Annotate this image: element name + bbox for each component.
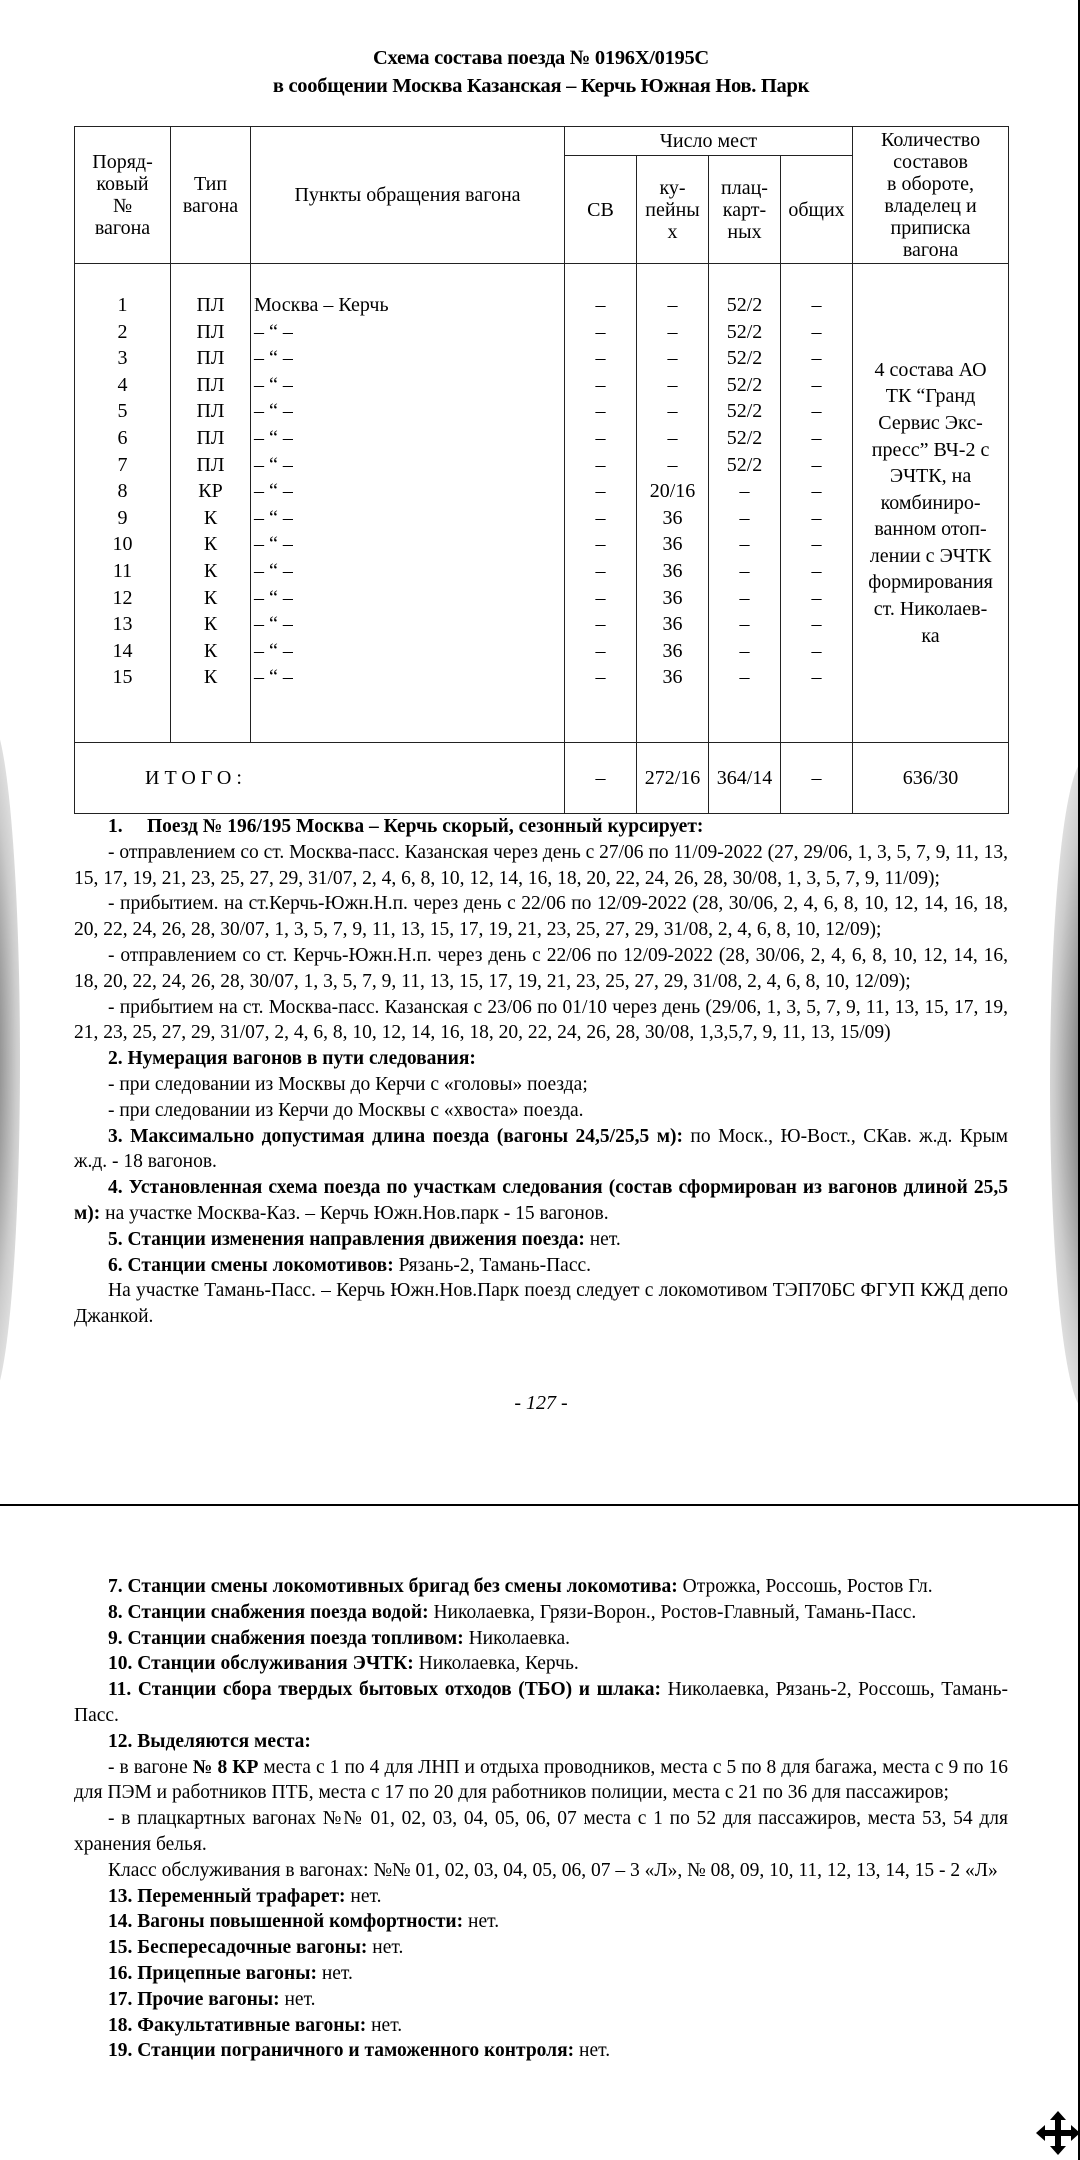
car-8-kr-label: № 8 КР <box>192 1756 259 1778</box>
section-7-heading: 7. Станции смены локомотивных бригад без смены локомотива: <box>108 1576 678 1597</box>
section-6 <box>74 1253 1008 1279</box>
page-edge-shadow-right <box>1050 760 1080 1410</box>
column-order-no: 1 2 3 4 5 6 7 8 9 10 11 12 13 14 15 <box>75 264 171 743</box>
title-line-1: Схема состава поезда № 0196Х/0195С <box>373 47 709 69</box>
header-seats-group: Число мест <box>565 127 853 156</box>
totals-row <box>75 743 1009 814</box>
section-10-text: Николаевка, Керчь. <box>413 1653 579 1675</box>
section-1-item: - отправлением со ст. Москва-пасс. Казанская через день с 27/06 по 11/09-2022 (27, 29/06, 1, 3, 5, 7, 9, 11, 13, 15, 17, 19, 21, 23, 25, 27, 29, 31/07, 2, 4, 6, 8, 10, 12, 14, 16, 18, 20, 22, 24, 26, 28, 30/08, 1, 3, 5, 7, 9, 11/09); <box>74 841 1008 889</box>
column-car-type: ПЛ ПЛ ПЛ ПЛ ПЛ ПЛ ПЛ КР К К К К К К К <box>171 264 251 743</box>
section-7-text: Отрожка, Россошь, Ростов Гл. <box>677 1576 933 1597</box>
column-sv: – – – – – – – – – – – – – – – <box>565 264 637 743</box>
section-10-heading: 10. Станции обслуживания ЭЧТК: <box>108 1653 414 1675</box>
totals-common: – <box>781 743 853 814</box>
section-18-heading: 18. Факультативные вагоны: <box>108 2014 367 2036</box>
totals-owner: 636/30 <box>853 743 1009 814</box>
section-10 <box>74 1651 1008 1677</box>
section-3-heading: 3. Максимально допустимая длина поезда (вагоны 24,5/25,5 м): <box>108 1125 683 1147</box>
section-5 <box>74 1227 1008 1253</box>
section-8 <box>74 1600 1008 1626</box>
section-6-heading: 6. Станции смены локомотивов: <box>108 1254 394 1276</box>
section-9 <box>74 1626 1008 1652</box>
section-12-item-1: - в вагоне № 8 КР места с 1 по 4 для ЛНП и отдыха проводников, места с 5 по 8 для багажа, места с 9 по 16 для ПЭМ и работников ПТБ, места с 17 по 20 для работников полиции, места с 21 по 36 для пассажиров; <box>74 1756 1008 1804</box>
section-9-text: Николаевка. <box>463 1627 571 1649</box>
section-12-item-2: - в плацкартных вагонах №№ 01, 02, 03, 04, 05, 06, 07 места с 1 по 52 для пассажиров, места 53, 54 для хранения белья. <box>74 1808 1008 1855</box>
section-13-heading: 13. Переменный трафарет: <box>108 1885 346 1907</box>
section-6-note: На участке Тамань-Пасс. – Керчь Южн.Нов.Парк поезд следует с локомотивом ТЭП70БС ФГУП КЖД депо Джанкой. <box>74 1280 1008 1328</box>
document-title <box>74 44 1008 100</box>
totals-label: ИТОГО: <box>75 743 565 814</box>
section-6-text: Рязань-2, Тамань-Пасс. <box>393 1254 592 1276</box>
section-15-heading: 15. Беспересадочные вагоны: <box>108 1937 368 1959</box>
section-5-heading: 5. Станции изменения направления движения поезда: <box>108 1228 585 1250</box>
section-11-heading: 11. Станции сбора твердых бытовых отходов (ТБО) и шлака: <box>108 1679 661 1701</box>
section-17-heading: 17. Прочие вагоны: <box>108 1988 280 2010</box>
header-kupe: ку- пейны х <box>637 156 709 264</box>
column-route: Москва – Керчь – “ – – “ – – “ – – “ – – “ – – “ – – “ – – “ – – “ – – “ – – “ – – “ – – “ – – “ – <box>251 264 565 743</box>
page-128 <box>74 1574 1008 2064</box>
header-sv: СВ <box>565 156 637 264</box>
page-1-text <box>74 814 1008 1330</box>
section-13: 13. Переменный трафарет: нет. <box>108 1885 382 1907</box>
column-kupe: – – – – – – – 20/16 36 36 36 36 36 36 36 <box>637 264 709 743</box>
header-order-no: Поряд- ковый № вагона <box>75 127 171 264</box>
page-number: - 127 - <box>514 1392 568 1414</box>
section-16: 16. Прицепные вагоны: нет. <box>108 1962 353 1984</box>
move-cursor-icon[interactable] <box>1035 2110 1080 2156</box>
section-1-item: - прибытием на ст. Москва-пасс. Казанская с 23/06 по 01/10 через день (29/06, 1, 3, 5, 7, 9, 11, 13, 15, 17, 19, 21, 23, 25, 27, 29, 31/07, 2, 4, 6, 8, 10, 12, 14, 16, 18, 20, 22, 24, 26, 28, 30/08, 1,3,5,7, 9, 11, 13, 15/09) <box>74 996 1008 1044</box>
totals-platskart: 364/14 <box>709 743 781 814</box>
section-9-heading: 9. Станции снабжения поезда топливом: <box>108 1627 464 1649</box>
section-18: 18. Факультативные вагоны: нет. <box>108 2014 403 2036</box>
section-11 <box>74 1677 1008 1729</box>
page-break-divider <box>0 1504 1080 1506</box>
section-1-item: - прибытием. на ст.Керчь-Южн.Н.п. через день с 22/06 по 12/09-2022 (28, 30/06, 2, 4, 6, 8, 10, 12, 14, 16, 18, 20, 22, 24, 26, 28, 30/07, 1, 3, 5, 7, 9, 11, 13, 15, 17, 19, 21, 23, 25, 27, 29, 31/08, 2, 4, 6, 8, 10, 12/09); <box>74 893 1008 941</box>
section-14-heading: 14. Вагоны повышенной комфортности: <box>108 1911 464 1933</box>
section-8-text: Николаевка, Грязи-Ворон., Ростов-Главный, Тамань-Пасс. <box>428 1601 917 1623</box>
header-common: общих <box>781 156 853 264</box>
title-line-2: в сообщении Москва Казанская – Керчь Южная Нов. Парк <box>272 75 810 97</box>
section-3-text: по Моск., Ю-Вост., СКав. ж.д. Крым ж.д. - 18 вагонов. <box>74 1125 1008 1173</box>
train-composition-table <box>74 126 1009 814</box>
section-5-text: нет. <box>584 1228 621 1250</box>
section-11-text: Николаевка, Рязань-2, Россошь, Тамань-Пасс. <box>74 1679 1009 1726</box>
page-edge-shadow-left <box>0 720 20 1400</box>
section-4-heading: 4. Установленная схема поезда по участкам следования (состав сформирован из вагонов длиной 25,5 м): <box>74 1177 1008 1224</box>
header-route: Пункты обращения вагона <box>251 127 565 264</box>
column-owner: 4 состава АО ТК “Гранд Сервис Экс- пресс” ВЧ-2 с ЭЧТК, на комбиниро- ванном отоп- лении с ЭЧТК формирования ст. Николаев- ка <box>853 264 1009 743</box>
section-16-heading: 16. Прицепные вагоны: <box>108 1962 317 1984</box>
section-2-item: - при следовании из Керчи до Москвы с «хвоста» поезда. <box>108 1099 584 1121</box>
service-class-text: Класс обслуживания в вагонах: №№ 01, 02, 03, 04, 05, 06, 07 – 3 «Л», № 08, 09, 10, 11, 12, 13, 14, 15 - 2 «Л» <box>108 1859 998 1881</box>
section-7 <box>74 1574 1008 1600</box>
column-common: – – – – – – – – – – – – – – – <box>781 264 853 743</box>
header-owner: Количество составов в обороте, владелец и приписка вагона <box>853 127 1009 264</box>
section-19-heading: 19. Станции пограничного и таможенного контроля: <box>108 2040 575 2062</box>
section-12-heading: 12. Выделяются места: <box>108 1730 311 1752</box>
totals-sv: – <box>565 743 637 814</box>
section-1-item: - отправлением со ст. Керчь-Южн.Н.п. через день с 22/06 по 12/09-2022 (28, 30/06, 2, 4, 6, 8, 10, 12, 14, 16, 18, 20, 22, 24, 26, 28, 30/07, 1, 3, 5, 7, 9, 11, 13, 15, 17, 19, 21, 23, 25, 27, 29, 31/08, 2, 4, 6, 8, 10, 12/09); <box>74 944 1008 992</box>
table-body-row <box>75 264 1009 743</box>
column-platskart: 52/2 52/2 52/2 52/2 52/2 52/2 52/2 – – – – – – – – <box>709 264 781 743</box>
section-1-heading: 1. Поезд № 196/195 Москва – Керчь скорый, сезонный курсирует: <box>108 816 704 837</box>
section-14: 14. Вагоны повышенной комфортности: нет. <box>108 1911 500 1933</box>
section-15: 15. Беспересадочные вагоны: нет. <box>108 1937 404 1959</box>
page-127 <box>74 44 1008 1414</box>
section-8-heading: 8. Станции снабжения поезда водой: <box>108 1601 429 1623</box>
section-3 <box>74 1124 1008 1176</box>
section-4-text: на участке Москва-Каз. – Керчь Южн.Нов.парк - 15 вагонов. <box>100 1202 609 1224</box>
section-17: 17. Прочие вагоны: нет. <box>108 1988 316 2010</box>
section-4 <box>74 1175 1008 1227</box>
section-2-item: - при следовании из Москвы до Керчи с «головы» поезда; <box>108 1073 588 1095</box>
section-2-heading: 2. Нумерация вагонов в пути следования: <box>108 1048 476 1070</box>
section-19: 19. Станции пограничного и таможенного контроля: нет. <box>108 2040 611 2062</box>
header-car-type: Тип вагона <box>171 127 251 264</box>
totals-kupe: 272/16 <box>637 743 709 814</box>
header-platskart: плац- карт- ных <box>709 156 781 264</box>
